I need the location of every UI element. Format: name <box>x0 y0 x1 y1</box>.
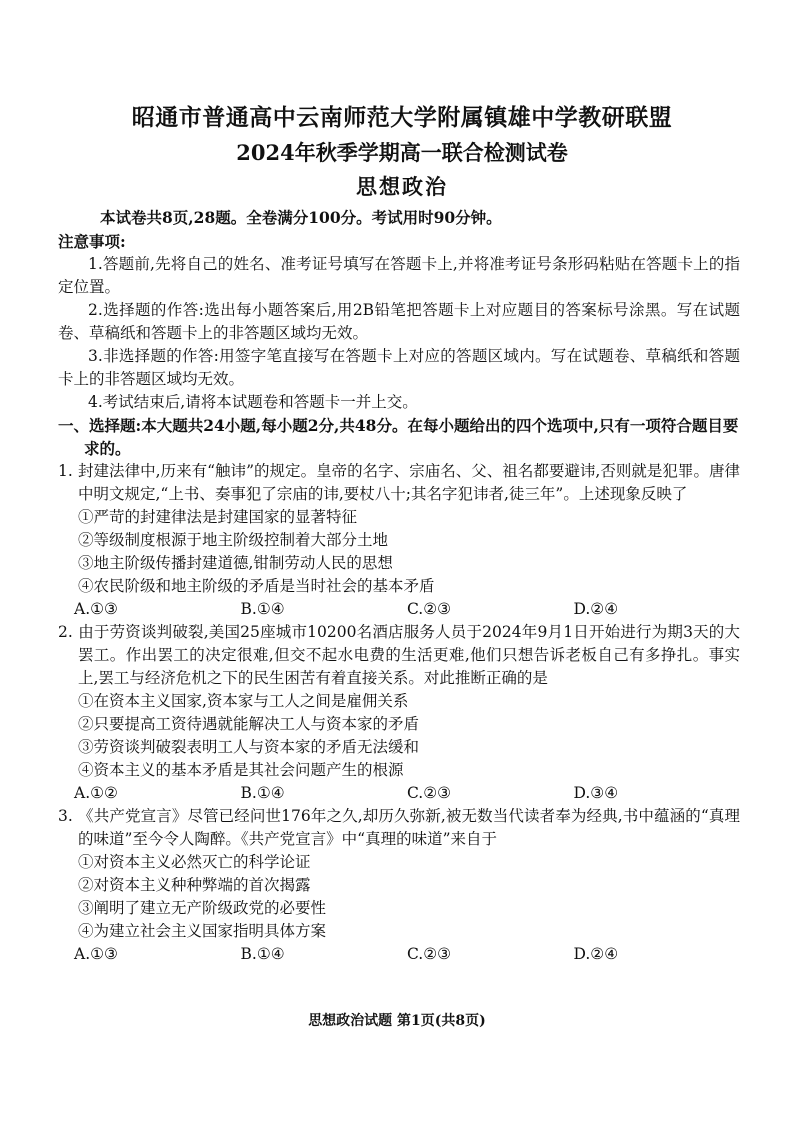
question-1 <box>58 460 740 621</box>
choice-b: B.①④ <box>240 600 285 618</box>
question-stem <box>58 805 740 851</box>
note-item: 2.选择题的作答:选出每小题答案后,用2B铅笔把答题卡上对应题目的答案标号涂黑。写在试题卷、草稿纸和答题卡上的非答题区域均无效。 <box>58 301 740 342</box>
notes-block <box>58 230 740 414</box>
answer-choices <box>58 943 740 966</box>
exam-header <box>64 0 740 204</box>
choice-b: B.①④ <box>240 784 285 802</box>
choice-d: D.②④ <box>573 600 619 618</box>
question-text: 封建法律中,历来有“触讳”的规定。皇帝的名字、宗庙名、父、祖名都要避讳,否则就是犯罪。唐律中明文规定,“上书、奏事犯了宗庙的讳,要杖八十;其名字犯讳者,徒三年”。上述现象反映了 <box>78 462 740 503</box>
statement-option: ③阐明了建立无产阶级政党的必要性 <box>78 899 327 917</box>
choice-d: D.②④ <box>573 945 619 963</box>
statement-option: ①严苛的封建律法是封建国家的显著特征 <box>78 508 358 526</box>
question-stem <box>58 460 740 506</box>
question-3 <box>58 805 740 966</box>
choice-b: B.①④ <box>240 945 285 963</box>
exam-subject: 思想政治 <box>356 174 448 199</box>
choice-a: A.①② <box>74 784 118 802</box>
choice-c: C.②③ <box>407 945 452 963</box>
note-item: 3.非选择题的作答:用签字笔直接写在答题卡上对应的答题区域内。写在试题卷、草稿纸和答题卡上的非答题区域均无效。 <box>58 347 740 388</box>
section-heading: 一、选择题:本大题共24小题,每小题2分,共48分。在每小题给出的四个选项中,只有一项符合题目要求的。 <box>58 416 739 458</box>
choice-a: A.①③ <box>74 945 118 963</box>
exam-title-line2: 2024年秋季学期高一联合检测试卷 <box>236 140 568 165</box>
note-item: 1.答题前,先将自己的姓名、准考证号填写在答题卡上,并将准考证号条形码粘贴在答题卡上的指定位置。 <box>58 255 740 296</box>
question-number: 3. <box>58 807 73 825</box>
answer-choices <box>58 598 740 621</box>
choice-c: C.②③ <box>407 600 452 618</box>
question-2 <box>58 621 740 805</box>
choice-d: D.③④ <box>573 784 619 802</box>
statement-option: ④农民阶级和地主阶级的矛盾是当时社会的基本矛盾 <box>78 577 435 595</box>
question-text: 由于劳资谈判破裂,美国25座城市10200名酒店服务人员于2024年9月1日开始进行为期3天的大罢工。作出罢工的决定很难,但交不起水电费的生活更难,他们只想告诉老板自己有多挣扎。事实上,罢工与经济危机之下的民生困苦有着直接关系。对此推断正确的是 <box>78 623 740 687</box>
page-footer: 思想政治试题 第1页(共8页) <box>308 1013 486 1029</box>
statement-option: ①在资本主义国家,资本家与工人之间是雇佣关系 <box>78 692 409 710</box>
statement-option: ②等级制度根源于地主阶级控制着大部分土地 <box>78 531 389 549</box>
answer-choices <box>58 782 740 805</box>
question-stem <box>58 621 740 690</box>
notes-title: 注意事项: <box>58 232 126 251</box>
statement-option: ②只要提高工资待遇就能解决工人与资本家的矛盾 <box>78 715 420 733</box>
question-number: 1. <box>58 462 73 480</box>
note-item: 4.考试结束后,请将本试题卷和答题卡一并上交。 <box>88 393 418 411</box>
statement-option: ②对资本主义种种弊端的首次揭露 <box>78 876 311 894</box>
statement-option: ③地主阶级传播封建道德,钳制劳动人民的思想 <box>78 554 393 572</box>
exam-info: 本试卷共8页,28题。全卷满分100分。考试用时90分钟。 <box>100 208 502 227</box>
choice-c: C.②③ <box>407 784 452 802</box>
question-number: 2. <box>58 623 73 641</box>
statement-option: ④为建立社会主义国家指明具体方案 <box>78 922 327 940</box>
statement-option: ④资本主义的基本矛盾是其社会问题产生的根源 <box>78 761 404 779</box>
exam-title-line1: 昭通市普通高中云南师范大学附属镇雄中学教研联盟 <box>131 104 673 131</box>
statement-option: ①对资本主义必然灭亡的科学论证 <box>78 853 311 871</box>
choice-a: A.①③ <box>74 600 118 618</box>
question-text: 《共产党宣言》尽管已经问世176年之久,却历久弥新,被无数当代读者奉为经典,书中蕴涵的“真理的味道”至今令人陶醉。《共产党宣言》中“真理的味道”来自于 <box>78 807 740 848</box>
statement-option: ③劳资谈判破裂表明工人与资本家的矛盾无法缓和 <box>78 738 420 756</box>
